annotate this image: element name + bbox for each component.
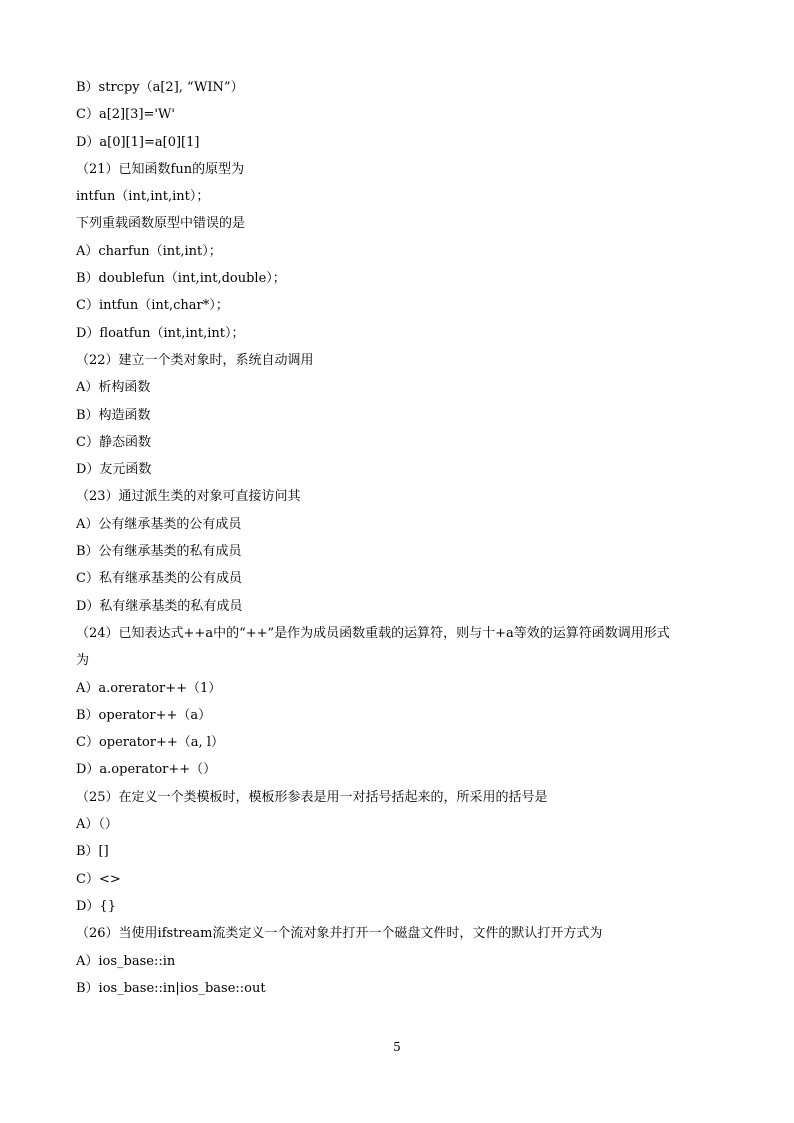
text-line: 下列重载函数原型中错误的是 [76, 216, 246, 232]
text-line: intfun（int,int,int）； [76, 189, 210, 205]
answer-option: B）ios_base::in|ios_base::out [76, 980, 266, 996]
question-stem: （26）当使用ifstream流类定义一个流对象并打开一个磁盘文件时，文件的默认打开方式为 [76, 926, 603, 942]
answer-option: C）operator++（a, l） [76, 735, 224, 751]
question-stem: （25）在定义一个类模板时，模板形参表是用一对括号括起来的，所采用的括号是 [76, 789, 548, 805]
answer-option: B）构造函数 [76, 407, 151, 423]
answer-option: B）doublefun（int,int,double）； [76, 271, 286, 287]
question-stem: （24）已知表达式++a中的“++”是作为成员函数重载的运算符，则与十+a等效的运算符函数调用形式 [76, 625, 670, 641]
answer-option: C）静态函数 [76, 434, 151, 450]
answer-option: D）a.operator++（） [76, 762, 217, 778]
answer-option: A）析构函数 [76, 380, 151, 396]
answer-option: A）（） [76, 817, 118, 833]
answer-option: D）私有继承基类的私有成员 [76, 598, 243, 614]
answer-option: A）ios_base::in [76, 953, 176, 969]
answer-option: D）a[0][1]=a[0][1] [76, 134, 200, 150]
answer-option: B）[] [76, 844, 109, 860]
answer-option: C）intfun（int,char*）； [76, 298, 229, 314]
question-stem: （21）已知函数fun的原型为 [76, 161, 245, 177]
answer-option: A）a.orerator++（1） [76, 680, 222, 696]
answer-option: D）floatfun（int,int,int）； [76, 325, 245, 341]
question-stem: （22）建立一个类对象时，系统自动调用 [76, 352, 314, 368]
answer-option: B）strcpy（a[2], “WIN”） [76, 80, 244, 95]
answer-option: B）operator++（a） [76, 707, 212, 723]
answer-option: C）a[2][3]='W' [76, 107, 175, 123]
page-content [76, 74, 716, 1002]
page-number: 5 [393, 1040, 401, 1054]
question-stem: （23）通过派生类的对象可直接访问其 [76, 489, 301, 505]
answer-option: A）charfun（int,int）； [76, 243, 222, 259]
answer-option: C）<> [76, 871, 121, 887]
text-line: 为 [76, 653, 90, 669]
answer-option: B）公有继承基类的私有成员 [76, 544, 242, 560]
answer-option: D）{} [76, 898, 116, 914]
answer-option: A）公有继承基类的公有成员 [76, 516, 242, 532]
answer-option: C）私有继承基类的公有成员 [76, 571, 242, 587]
answer-option: D）友元函数 [76, 462, 152, 478]
